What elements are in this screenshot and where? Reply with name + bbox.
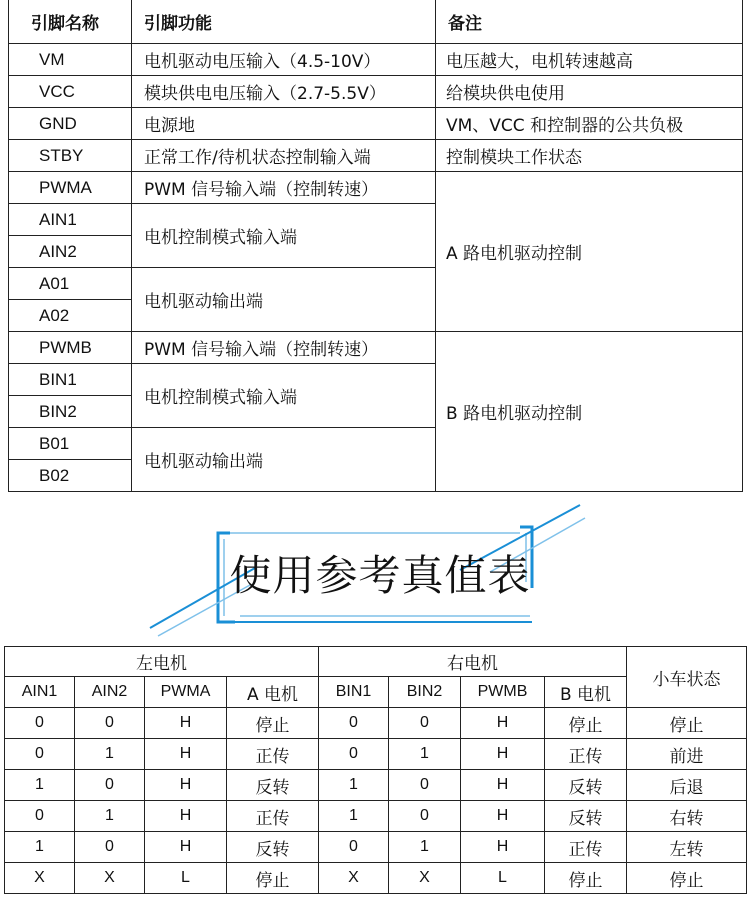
table-row — [9, 108, 743, 140]
table-row — [9, 172, 743, 204]
table-cell: 0 — [389, 801, 461, 832]
function-cell: 正常工作/待机状态控制输入端 — [132, 140, 436, 172]
table-row — [9, 76, 743, 108]
table-cell: 0 — [75, 832, 145, 863]
left-motor-header: 左电机 — [5, 647, 319, 677]
table-cell: 正传 — [545, 832, 627, 863]
pin-cell: A02 — [9, 300, 132, 332]
table-cell: 0 — [5, 739, 75, 770]
column-header: PWMA — [145, 677, 227, 708]
table-cell: L — [461, 863, 545, 894]
table-cell: 停止 — [545, 863, 627, 894]
table-cell: 停止 — [227, 863, 319, 894]
function-cell: 电源地 — [132, 108, 436, 140]
note-cell-group-b: B 路电机驱动控制 — [436, 332, 743, 492]
table-cell: 1 — [319, 770, 389, 801]
table-cell: H — [461, 801, 545, 832]
pin-cell: B01 — [9, 428, 132, 460]
table-cell: 0 — [5, 801, 75, 832]
table-cell: 0 — [319, 739, 389, 770]
function-cell: PWM 信号输入端（控制转速） — [132, 172, 436, 204]
car-state-cell: 停止 — [627, 708, 747, 739]
pin-cell: STBY — [9, 140, 132, 172]
table-row — [5, 863, 747, 894]
pin-cell: VCC — [9, 76, 132, 108]
table-cell: X — [75, 863, 145, 894]
pin-cell: AIN1 — [9, 204, 132, 236]
right-motor-header: 右电机 — [319, 647, 627, 677]
function-cell: 模块供电电压输入（2.7-5.5V） — [132, 76, 436, 108]
function-cell: 电机驱动输出端 — [132, 428, 436, 492]
function-cell: 电机驱动输出端 — [132, 268, 436, 332]
note-cell: 控制模块工作状态 — [436, 140, 743, 172]
column-header: AIN2 — [75, 677, 145, 708]
pin-cell: B02 — [9, 460, 132, 492]
note-cell-group-a: A 路电机驱动控制 — [436, 172, 743, 332]
car-state-cell: 前进 — [627, 739, 747, 770]
truth-table-body — [5, 708, 747, 894]
car-state-cell: 后退 — [627, 770, 747, 801]
pin-cell: PWMA — [9, 172, 132, 204]
table-cell: 正传 — [227, 801, 319, 832]
column-header: BIN2 — [389, 677, 461, 708]
car-state-header: 小车状态 — [627, 647, 747, 708]
table-cell: 正传 — [227, 739, 319, 770]
table-cell: 1 — [75, 801, 145, 832]
table-cell: H — [145, 739, 227, 770]
table-cell: 0 — [319, 832, 389, 863]
truth-table — [4, 646, 747, 894]
group-header-row — [5, 647, 747, 677]
column-header: A 电机 — [227, 677, 319, 708]
table-row — [5, 832, 747, 863]
table-cell: X — [5, 863, 75, 894]
table-cell: 反转 — [227, 832, 319, 863]
function-cell: PWM 信号输入端（控制转速） — [132, 332, 436, 364]
table-cell: 1 — [319, 801, 389, 832]
pin-cell: BIN1 — [9, 364, 132, 396]
pin-cell: GND — [9, 108, 132, 140]
header-pin-function: 引脚功能 — [132, 0, 436, 44]
table-cell: X — [319, 863, 389, 894]
function-cell: 电机控制模式输入端 — [132, 204, 436, 268]
table-cell: 0 — [5, 708, 75, 739]
car-state-cell: 左转 — [627, 832, 747, 863]
function-cell: 电机驱动电压输入（4.5-10V） — [132, 44, 436, 76]
pin-cell: A01 — [9, 268, 132, 300]
title-banner — [140, 500, 600, 640]
table-row — [9, 44, 743, 76]
table-cell: 1 — [389, 832, 461, 863]
function-cell: 电机控制模式输入端 — [132, 364, 436, 428]
table-row — [9, 140, 743, 172]
table-cell: 0 — [75, 770, 145, 801]
table-cell: 1 — [5, 832, 75, 863]
table-cell: L — [145, 863, 227, 894]
page-title: 使用参考真值表 — [229, 551, 531, 600]
table-cell: 0 — [389, 770, 461, 801]
table-cell: 0 — [75, 708, 145, 739]
table-cell: H — [461, 832, 545, 863]
table-cell: 反转 — [545, 770, 627, 801]
table-cell: 停止 — [545, 708, 627, 739]
note-cell: 电压越大，电机转速越高 — [436, 44, 743, 76]
column-header: AIN1 — [5, 677, 75, 708]
pin-cell: VM — [9, 44, 132, 76]
table-cell: H — [461, 708, 545, 739]
pin-cell: AIN2 — [9, 236, 132, 268]
table-cell: 正传 — [545, 739, 627, 770]
table-cell: 0 — [389, 708, 461, 739]
table-row — [5, 708, 747, 739]
pin-cell: BIN2 — [9, 396, 132, 428]
note-cell: VM、VCC 和控制器的公共负极 — [436, 108, 743, 140]
table-cell: 1 — [5, 770, 75, 801]
table-cell: 1 — [389, 739, 461, 770]
column-header: B 电机 — [545, 677, 627, 708]
note-cell: 给模块供电使用 — [436, 76, 743, 108]
table-cell: H — [145, 832, 227, 863]
pin-cell: PWMB — [9, 332, 132, 364]
pin-table-header-row — [9, 0, 743, 44]
table-cell: H — [145, 708, 227, 739]
header-note: 备注 — [436, 0, 743, 44]
car-state-cell: 停止 — [627, 863, 747, 894]
table-cell: H — [145, 770, 227, 801]
table-row — [5, 770, 747, 801]
table-cell: 反转 — [227, 770, 319, 801]
table-cell: 0 — [319, 708, 389, 739]
table-cell: 停止 — [227, 708, 319, 739]
table-cell: X — [389, 863, 461, 894]
table-cell: H — [145, 801, 227, 832]
column-header: BIN1 — [319, 677, 389, 708]
car-state-cell: 右转 — [627, 801, 747, 832]
table-row — [5, 739, 747, 770]
table-cell: 反转 — [545, 801, 627, 832]
column-header: PWMB — [461, 677, 545, 708]
table-cell: H — [461, 770, 545, 801]
pin-table — [8, 0, 743, 492]
table-cell: 1 — [75, 739, 145, 770]
header-pin-name: 引脚名称 — [9, 0, 132, 44]
table-row — [5, 801, 747, 832]
table-cell: H — [461, 739, 545, 770]
table-row — [9, 332, 743, 364]
